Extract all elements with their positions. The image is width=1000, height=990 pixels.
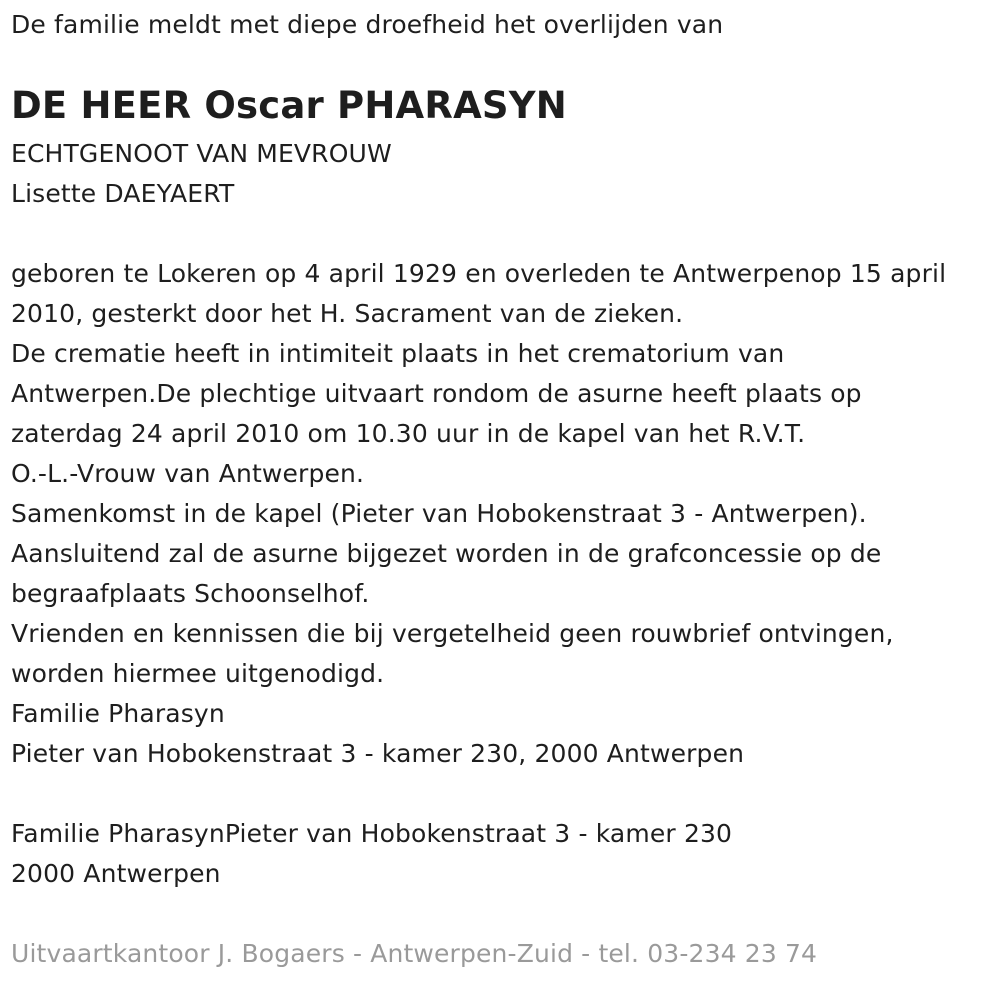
body-line: De crematie heeft in intimiteit plaats in het crematorium van (11, 339, 785, 368)
spouse-block (11, 134, 392, 214)
funeral-home-footer: Uitvaartkantoor J. Bogaers - Antwerpen-Zuid - tel. 03-234 23 74 (11, 939, 818, 968)
deceased-name: DE HEER Oscar PHARASYN (11, 84, 567, 127)
body-line: Samenkomst in de kapel (Pieter van Hobokenstraat 3 - Antwerpen). (11, 499, 867, 528)
body-line: Vrienden en kennissen die bij vergetelheid geen rouwbrief ontvingen, (11, 619, 894, 648)
body-line: Pieter van Hobokenstraat 3 - kamer 230, 2000 Antwerpen (11, 739, 745, 768)
body-line: Familie Pharasyn (11, 699, 225, 728)
spouse-relation: ECHTGENOOT VAN MEVROUW (11, 139, 392, 168)
body-line: Antwerpen.De plechtige uitvaart rondom de asurne heeft plaats op (11, 379, 862, 408)
body-line: worden hiermee uitgenodigd. (11, 659, 385, 688)
body-line: zaterdag 24 april 2010 om 10.30 uur in de kapel van het R.V.T. (11, 419, 806, 448)
body-line: Aansluitend zal de asurne bijgezet worden in de grafconcessie op de (11, 539, 882, 568)
spouse-name: Lisette DAEYAERT (11, 179, 235, 208)
closing-line: 2000 Antwerpen (11, 859, 221, 888)
body-line: O.-L.-Vrouw van Antwerpen. (11, 459, 365, 488)
body-line: begraafplaats Schoonselhof. (11, 579, 370, 608)
body-line: 2010, gesterkt door het H. Sacrament van de zieken. (11, 299, 684, 328)
closing-address (11, 814, 732, 894)
closing-line: Familie PharasynPieter van Hobokenstraat 3 - kamer 230 (11, 819, 733, 848)
body-line: geboren te Lokeren op 4 april 1929 en overleden te Antwerpenop 15 april (11, 259, 947, 288)
intro-text: De familie meldt met diepe droefheid het overlijden van (11, 10, 724, 39)
obituary-body (11, 254, 946, 774)
